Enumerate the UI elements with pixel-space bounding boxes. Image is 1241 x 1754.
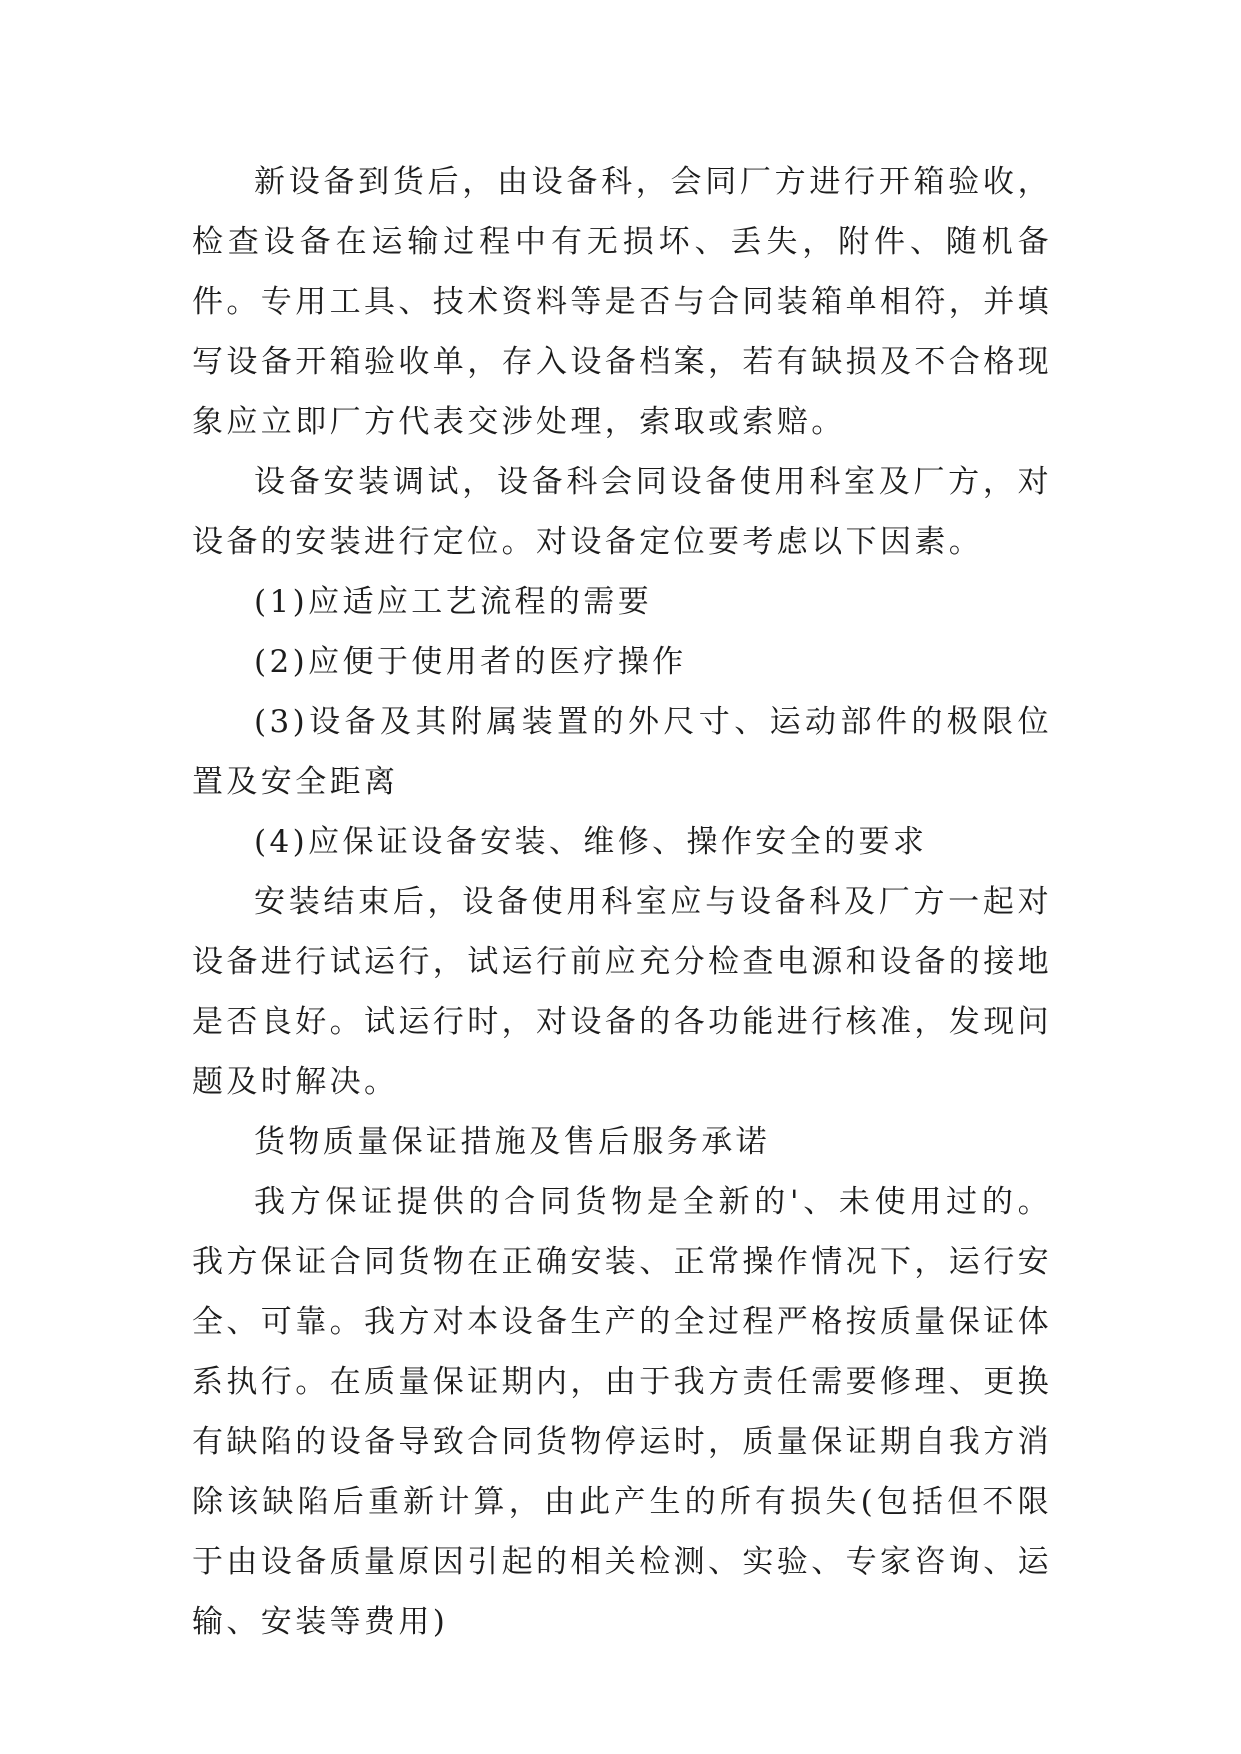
document-page	[192, 152, 1052, 1652]
list-item-process-flow: (1)应适应工艺流程的需要	[254, 584, 653, 620]
paragraph-quality-guarantee: 我方保证提供的合同货物是全新的'、未使用过的。我方保证合同货物在正确安装、正常操作情况下，运行安全、可靠。我方对本设备生产的全过程严格按质量保证体系执行。在质量保证期内，由于我方责任需要修理、更换有缺陷的设备导致合同货物停运时，质量保证期自我方消除该缺陷后重新计算，由此产生的所有损失(包括但不限于由设备质量原因引起的相关检测、实验、专家咨询、运输、安装等费用)	[192, 1184, 1052, 1640]
paragraph-trial-run: 安装结束后，设备使用科室应与设备科及厂方一起对设备进行试运行，试运行前应充分检查电源和设备的接地是否良好。试运行时，对设备的各功能进行核准，发现问题及时解决。	[192, 884, 1052, 1100]
section-heading-quality-assurance: 货物质量保证措施及售后服务承诺	[254, 1124, 770, 1160]
list-item-dimensions-safety: (3)设备及其附属装置的外尺寸、运动部件的极限位置及安全距离	[192, 704, 1052, 800]
paragraph-installation-positioning: 设备安装调试，设备科会同设备使用科室及厂方，对设备的安装进行定位。对设备定位要考虑以下因素。	[192, 464, 1052, 560]
list-item-medical-operation: (2)应便于使用者的医疗操作	[254, 644, 687, 680]
list-item-safety-requirements: (4)应保证设备安装、维修、操作安全的要求	[254, 824, 928, 860]
paragraph-unpacking-inspection: 新设备到货后，由设备科，会同厂方进行开箱验收，检查设备在运输过程中有无损坏、丢失，附件、随机备件。专用工具、技术资料等是否与合同装箱单相符，并填写设备开箱验收单，存入设备档案，若有缺损及不合格现象应立即厂方代表交涉处理，索取或索赔。	[192, 164, 1052, 440]
